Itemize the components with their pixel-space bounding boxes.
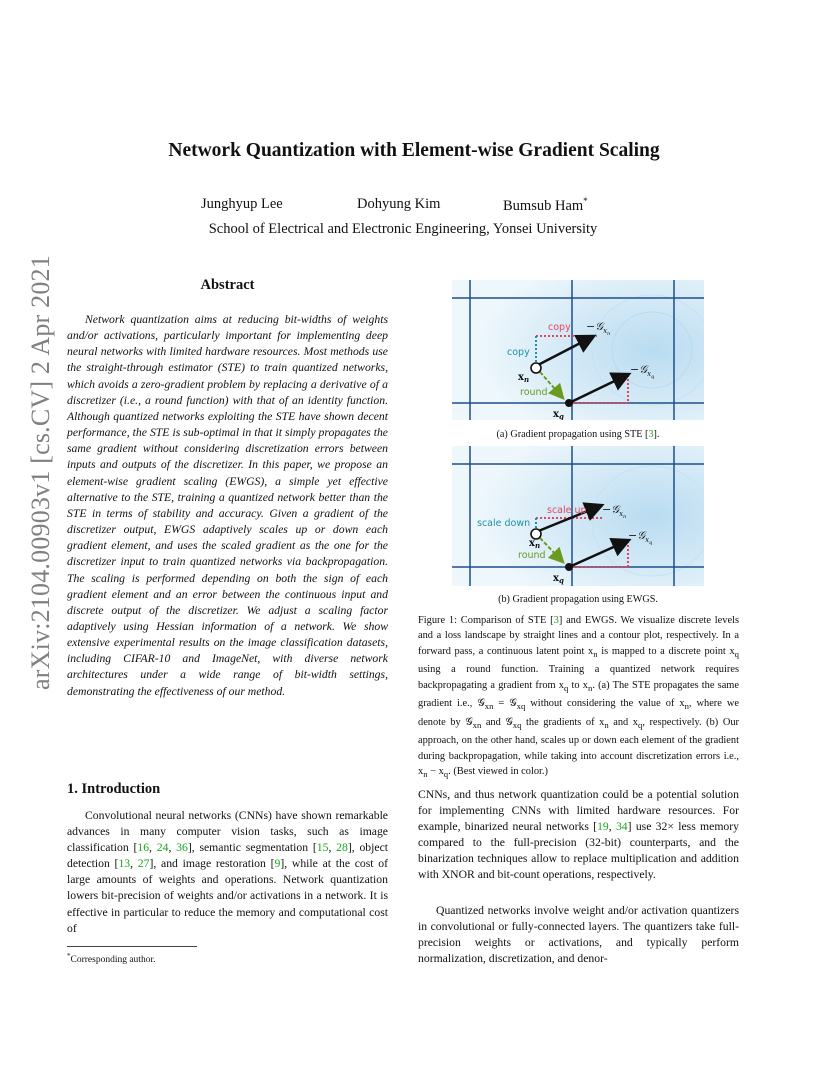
cap-seg: to x — [568, 679, 588, 691]
author-1-name: Junghyup Lee — [201, 196, 283, 212]
right-seg: ] use 32× less memory compared to the full-precision (32-bit) counterparts, and the binarization techniques allow to replace multiplication and addition with XNOR and bit-count operations, respectively. — [418, 820, 739, 882]
cap-seg: and 𝒢 — [481, 716, 513, 728]
right-paragraph-1 — [418, 787, 739, 884]
author-2 — [357, 196, 440, 213]
cap-seg: . (a) The STE propagates the same gradient i.e., 𝒢 — [418, 679, 739, 710]
right-seg: , — [608, 820, 616, 834]
cap-seg: is mapped to a discrete point x — [597, 645, 735, 657]
figure-a-caption-suffix: ]. — [653, 429, 660, 440]
label-round: round — [518, 550, 546, 561]
label-xq: $x_q$ — [553, 409, 564, 420]
abstract-text: Network quantization aims at reducing bit-widths of weights and/or activations, particularly important for implementing deep neural networks with limited hardware resources. Most methods use the straight-through estimator (STE) to train quantized networks, which avoids a zero-gradient problem by replacing a derivative of a discretizer (i.e., a round function) with that of an identity function. Although quantized networks exploiting the STE have shown decent performance, the STE is sub-optimal in that it simply propagates the same gradient without considering discretization errors between inputs and outputs of the discretizer. In this paper, we propose an element-wise gradient scaling (EWGS), a simple yet effective alternative to the STE, training a quantized network better than the STE in terms of stability and accuracy. Given a gradient of the discretizer output, EWGS adaptively scales up or down each gradient element, and uses the scaled gradient as the one for the discretizer input to train quantized networks via backpropagation. The scaling is performed depending on both the sign of each gradient element and an error between the continuous input and discrete output of the discretizer. We adjust a scaling factor adaptively using Hessian information of a network. We show extensive experimental results on the image classification datasets, including CIFAR-10 and ImageNet, with diverse network architectures under a wide range of bit-width settings, demonstrating the effectiveness of our method. — [67, 313, 388, 698]
citation-link[interactable]: 27 — [137, 857, 150, 871]
citation-link[interactable]: 34 — [615, 820, 628, 834]
cap-sub: n — [423, 769, 428, 780]
cap-sub: n — [604, 719, 609, 730]
citation-link[interactable]: 3 — [553, 615, 559, 626]
intro-seg: , — [328, 841, 337, 855]
cap-sub: q — [637, 719, 643, 730]
cap-seg: the gradients of x — [521, 716, 605, 728]
cap-seg: ] and EWGS. We visualize discrete levels and a loss landscape by straight lines and a contour plot, respectively. In a forward pass, a continuous latent point x — [418, 615, 739, 657]
cap-sub: q — [564, 682, 569, 693]
label-g-xq: −𝒢$_x$q — [630, 363, 655, 380]
label-scale-down: scale down — [477, 518, 531, 529]
intro-seg: , — [168, 841, 177, 855]
intro-seg: Convolutional neural networks (CNNs) have shown remarkable advances in many computer vision tasks, such as image classification [ — [67, 809, 388, 855]
citation-link[interactable]: 3 — [648, 429, 654, 440]
cap-seg: without considering the value of x — [525, 698, 685, 710]
author-2-name: Dohyung Kim — [357, 196, 441, 212]
latent-point-xn — [531, 363, 541, 373]
label-copy-top: copy — [548, 322, 571, 333]
cap-seg: = 𝒢 — [493, 698, 517, 710]
cap-seg: , respectively. (b) Our approach, on the other hand, scales up or down each element of the gradient during backpropagation, while taking into account discretization errors i.e., x — [418, 716, 739, 777]
citation-link[interactable]: 13 — [118, 857, 131, 871]
arxiv-stamp-text: arXiv:2104.00903v1 [cs.CV] 2 Apr 2021 — [26, 255, 55, 690]
citation-link[interactable]: 28 — [336, 841, 348, 855]
cap-sub: q — [734, 648, 739, 659]
cap-sub: n — [593, 648, 598, 659]
cap-sub: n — [684, 701, 689, 712]
discrete-point-xq — [565, 563, 573, 571]
right-paragraph-2: Quantized networks involve weight and/or activation quantizers in convolutional or fully-connected layers. The quantizers take full-precision weights or activations, and typically perform normalization, discretization, and denor- — [418, 904, 739, 966]
figure-a-caption — [418, 429, 738, 440]
citation-link[interactable]: 24 — [156, 841, 169, 855]
intro-heading: 1. Introduction — [67, 781, 161, 797]
paper-title: Network Quantization with Element-wise Gradient Scaling — [168, 140, 660, 161]
label-xn: $x_n$ — [518, 372, 530, 384]
label-scale-up: scale up — [547, 505, 587, 516]
figure-b-caption: (b) Gradient propagation using EWGS. — [498, 594, 658, 605]
intro-seg: ], and image restoration [ — [149, 857, 275, 871]
cap-seg: Figure 1: Comparison of STE [ — [418, 615, 554, 626]
right-seg: CNNs, and thus network quantization could be a potential solution for implementing CNNs with limited hardware resources. For example, binarized neural networks [ — [418, 788, 739, 834]
intro-seg: ], object detection [ — [67, 841, 389, 871]
author-3-name: Bumsub Ham — [503, 197, 584, 214]
figure-a-diagram — [452, 280, 704, 420]
label-round: round — [520, 387, 548, 398]
abstract-heading: Abstract — [200, 277, 255, 293]
figure-caption — [418, 613, 739, 782]
label-g-xq: −𝒢$_x$q — [628, 529, 653, 546]
intro-paragraph — [67, 808, 388, 937]
citation-link[interactable]: 19 — [597, 820, 609, 834]
intro-seg: ], while at the cost of large amounts of weights and operations. Network quantization lowers bit-precision of weights and/or activations in a network. It is effective in particular to reduce the memory and computational cost of — [67, 857, 389, 935]
label-copy-left: copy — [507, 347, 530, 358]
author-3 — [503, 196, 588, 215]
footnote-rule — [67, 946, 197, 947]
author-3-mark: * — [583, 196, 588, 206]
affiliation: School of Electrical and Electronic Engineering, Yonsei University — [208, 221, 598, 237]
arxiv-stamp — [20, 255, 56, 690]
author-1 — [201, 196, 283, 213]
intro-seg: ], semantic segmentation [ — [187, 841, 317, 855]
cap-seg: and x — [608, 716, 638, 728]
cap-seg: using a round function. Training a quantized network requires backpropagating a gradient from x — [418, 664, 739, 691]
footnote-text: Corresponding author. — [70, 955, 156, 966]
discrete-point-xq — [565, 399, 573, 407]
cap-seg: . (Best viewed in color.) — [448, 765, 548, 777]
figure-b-diagram — [452, 446, 704, 586]
cap-sub: xn — [484, 701, 494, 712]
label-g-xn: −𝒢$_x$n — [586, 320, 611, 337]
intro-seg: , — [130, 857, 138, 871]
intro-seg: , — [149, 841, 157, 855]
citation-link[interactable]: 16 — [137, 841, 150, 855]
label-xq: $x_q$ — [553, 573, 564, 585]
citation-link[interactable]: 15 — [316, 841, 329, 855]
citation-link[interactable]: 36 — [176, 841, 188, 855]
footnote — [67, 952, 155, 965]
cap-sub: n — [587, 682, 593, 693]
footnote-mark: * — [67, 952, 71, 960]
label-xn: $x_n$ — [529, 538, 541, 550]
cap-sub: xq — [516, 701, 526, 712]
citation-link[interactable]: 9 — [274, 857, 281, 871]
label-g-xn: −𝒢$_x$n — [602, 503, 627, 520]
cap-sub: q — [443, 769, 449, 780]
cap-sub: xn — [472, 719, 482, 730]
cap-seg: , where we denote by 𝒢 — [418, 698, 739, 728]
cap-seg: − x — [427, 765, 444, 777]
figure-a-caption-prefix: (a) Gradient propagation using STE [ — [496, 429, 649, 440]
cap-sub: xq — [512, 719, 522, 730]
